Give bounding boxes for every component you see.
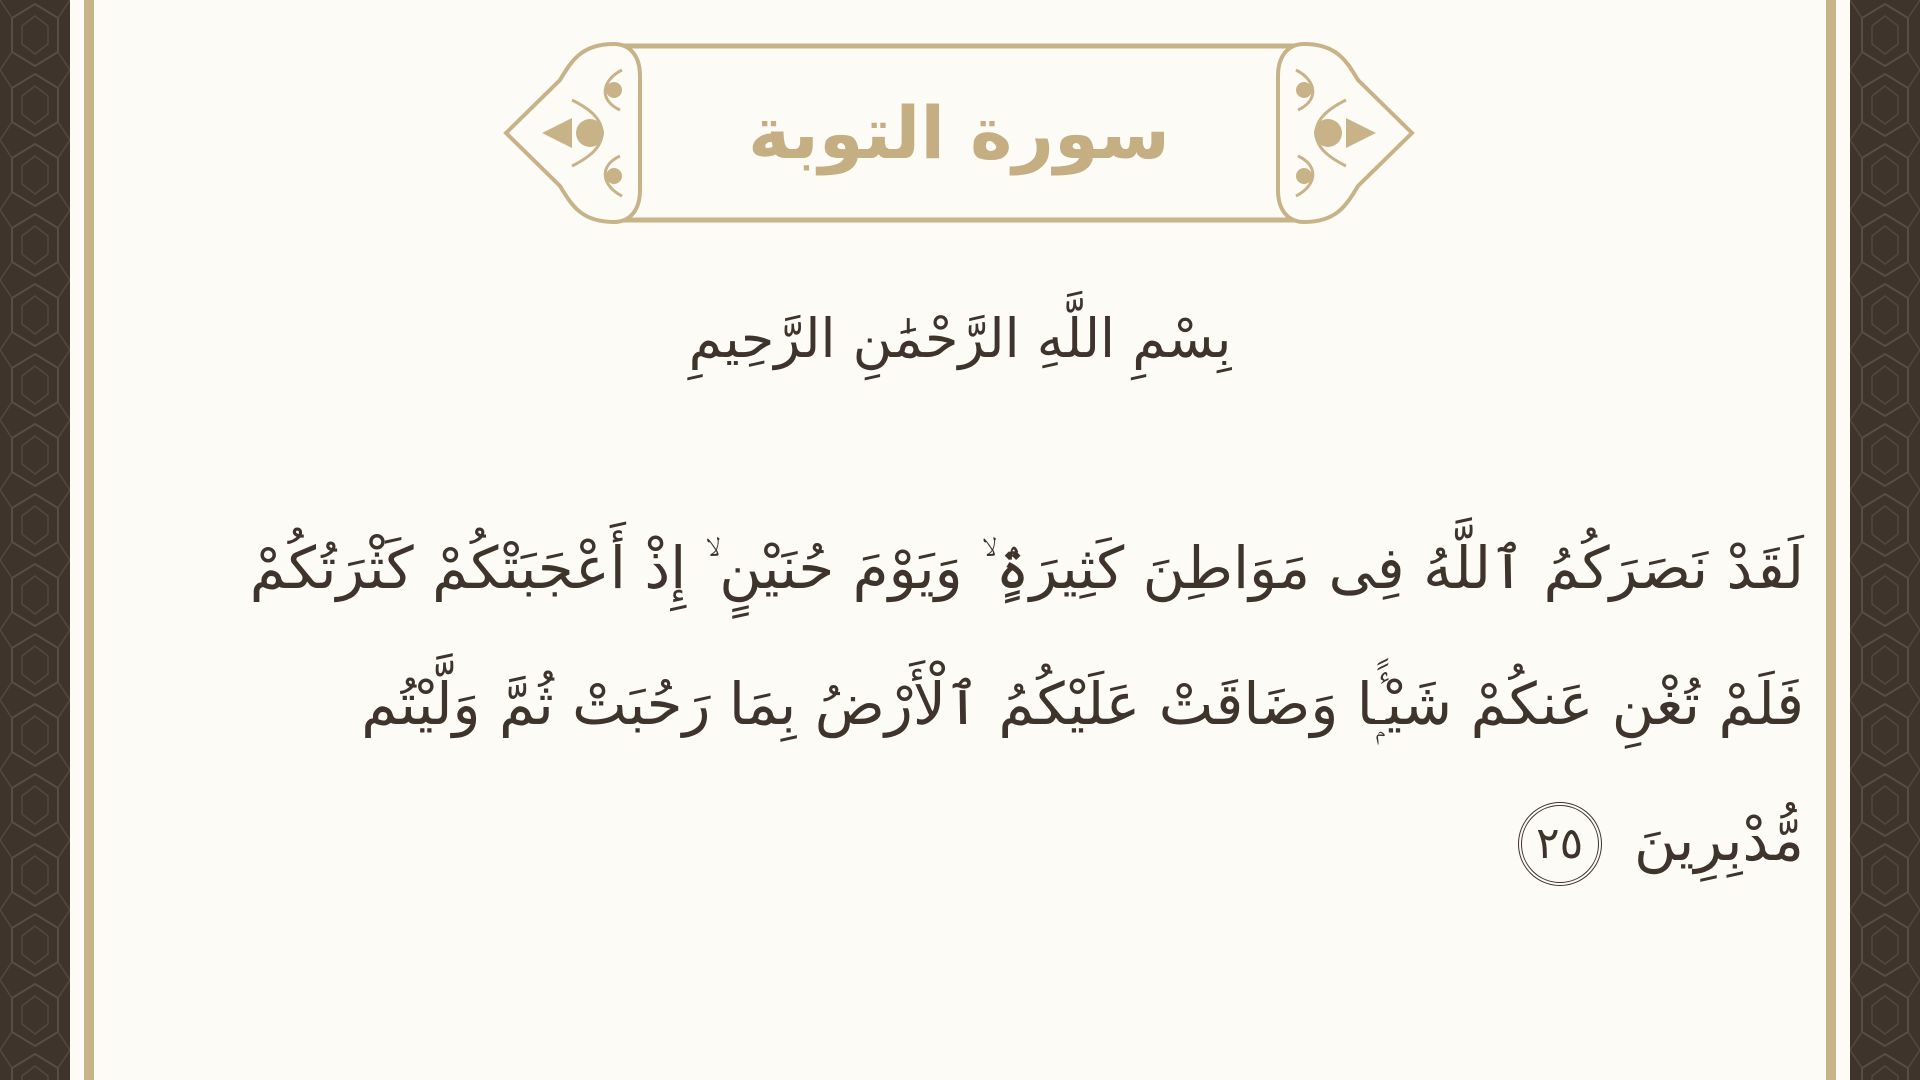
verse-text-block bbox=[210, 500, 1804, 908]
verse-number-marker bbox=[1518, 802, 1602, 886]
verse-text: لَقَدْ نَصَرَكُمُ ٱللَّهُ فِى مَوَاطِنَ كَثِيرَةٍۢ ۙ وَيَوْمَ حُنَيْنٍ ۙ إِذْ أَعْجَبَتْكُمْ كَثْرَتُكُمْ فَلَمْ تُغْنِ عَنكُمْ شَيْـًۭٔا وَضَاقَتْ عَلَيْكُمُ ٱلْأَرْضُ بِمَا رَحُبَتْ ثُمَّ وَلَّيْتُم مُّدْبِرِينَ bbox=[249, 534, 1804, 874]
geometric-pattern-icon bbox=[1850, 0, 1920, 1080]
right-decorative-border bbox=[1850, 0, 1920, 1080]
left-gold-rule bbox=[84, 0, 94, 1080]
geometric-pattern-icon bbox=[0, 0, 70, 1080]
surah-title: سورة التوبة bbox=[748, 91, 1170, 175]
left-decorative-border bbox=[0, 0, 70, 1080]
basmala: بِسْمِ اللَّهِ الرَّحْمَٰنِ الرَّحِيمِ bbox=[688, 306, 1232, 370]
surah-title-frame bbox=[502, 40, 1416, 226]
verse-number: ٢٥ bbox=[1535, 817, 1584, 869]
right-gold-rule bbox=[1826, 0, 1836, 1080]
